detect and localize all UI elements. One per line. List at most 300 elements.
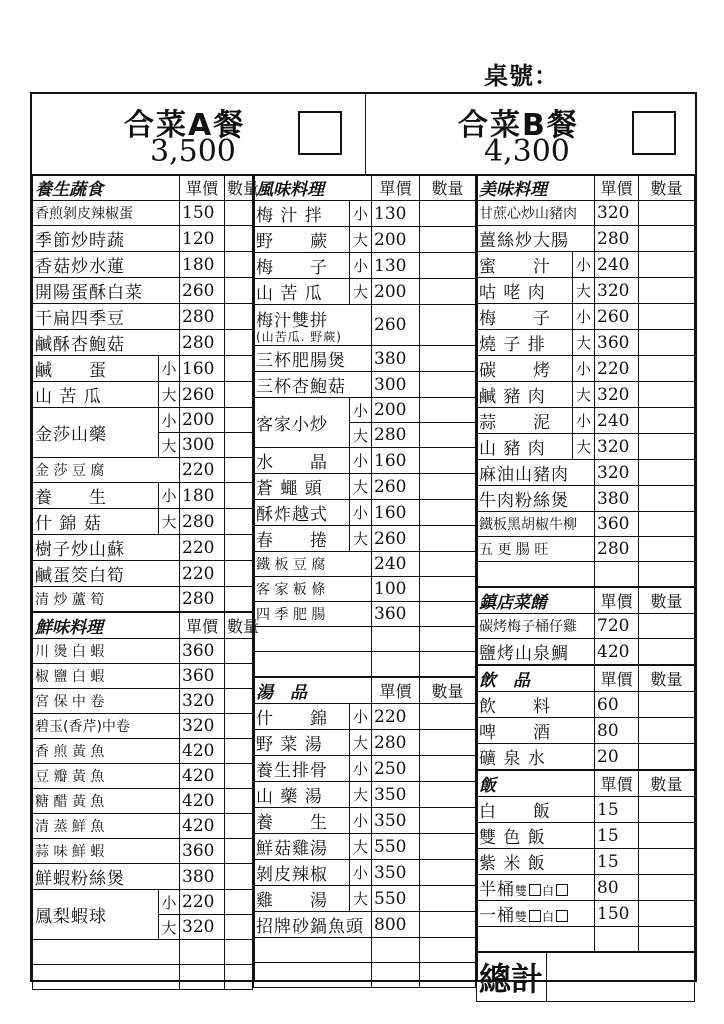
- menu-item-row: [477, 434, 695, 460]
- item-qty-cell[interactable]: [420, 782, 476, 808]
- item-name: 蒜 泥: [477, 408, 573, 434]
- item-qty-cell[interactable]: [225, 789, 253, 814]
- menu-item-row: [33, 587, 253, 612]
- item-price: 280: [595, 226, 639, 252]
- item-price: 360: [180, 839, 225, 864]
- total-label: 總計: [477, 953, 547, 1002]
- item-qty-cell[interactable]: [639, 512, 695, 537]
- item-qty-cell[interactable]: [639, 460, 695, 486]
- item-qty-cell[interactable]: [225, 764, 253, 789]
- item-price: 320: [595, 278, 639, 304]
- item-price: 150: [180, 201, 225, 226]
- item-qty-cell[interactable]: [225, 714, 253, 739]
- menu-item-row: [254, 398, 476, 423]
- item-price: 420: [180, 789, 225, 814]
- item-name: [477, 875, 595, 901]
- item-qty-cell[interactable]: [225, 689, 253, 714]
- item-size: 大: [350, 526, 372, 552]
- set-b-checkbox[interactable]: [632, 111, 676, 155]
- menu-item-row: [254, 474, 476, 500]
- item-qty-cell[interactable]: [225, 278, 253, 304]
- section-header-row: [33, 613, 253, 639]
- item-name: 鹽烤山泉鯛: [477, 639, 595, 665]
- item-qty-cell[interactable]: [420, 423, 476, 448]
- blank-cell: [595, 927, 639, 952]
- menu-item-row: [254, 346, 476, 372]
- item-price: 260: [180, 278, 225, 304]
- item-qty-cell[interactable]: [639, 304, 695, 330]
- item-name: 季節炒時蔬: [33, 226, 180, 252]
- menu-item-row: [477, 614, 695, 639]
- item-price: 200: [372, 398, 420, 423]
- menu-item-row: [477, 537, 695, 562]
- total-table: [476, 952, 695, 1002]
- option-checkbox[interactable]: [556, 910, 568, 922]
- menu-item-row: [254, 834, 476, 860]
- item-qty-cell[interactable]: [225, 356, 253, 382]
- item-qty-cell[interactable]: [639, 408, 695, 434]
- item-size: 小: [350, 704, 372, 730]
- item-name: 甘蔗心炒山豬肉: [477, 201, 595, 226]
- item-name: 鐵 板 豆 腐: [254, 552, 372, 577]
- item-price: 220: [180, 561, 225, 587]
- item-price: 60: [595, 692, 639, 718]
- item-size: 大: [573, 434, 595, 460]
- item-qty-cell[interactable]: [420, 305, 476, 346]
- menu-item-row: [254, 227, 476, 253]
- item-size: 小: [573, 304, 595, 330]
- menu-item-row: [254, 552, 476, 577]
- item-qty-cell[interactable]: [420, 500, 476, 526]
- menu-item-row: [477, 692, 695, 718]
- item-name: 鹹 蛋: [33, 356, 159, 382]
- item-name: 清 蒸 鮮 魚: [33, 814, 180, 839]
- item-price: 420: [180, 764, 225, 789]
- item-name: 養 生: [254, 808, 350, 834]
- menu-item-row: [33, 252, 253, 278]
- item-qty-cell[interactable]: [420, 552, 476, 577]
- set-a-checkbox[interactable]: [298, 111, 342, 155]
- menu-item-row: [33, 201, 253, 226]
- item-size: 小: [573, 252, 595, 278]
- item-qty-cell[interactable]: [639, 639, 695, 665]
- item-name: 蒼 蠅 頭: [254, 474, 350, 500]
- blank-cell[interactable]: [420, 963, 476, 988]
- item-name: 飲 料: [477, 692, 595, 718]
- menu-item-row: [33, 408, 253, 433]
- price-header: 單價: [372, 678, 420, 704]
- item-price: 320: [595, 460, 639, 486]
- option-checkbox[interactable]: [529, 884, 541, 896]
- item-price: 320: [595, 201, 639, 226]
- set-a-price: 3,500: [150, 134, 236, 169]
- item-qty-cell[interactable]: [225, 433, 253, 458]
- item-price: 280: [180, 509, 225, 535]
- blank-row: [33, 965, 253, 990]
- item-qty-cell[interactable]: [639, 382, 695, 408]
- menu-item-row: [254, 730, 476, 756]
- menu-item-row: [33, 382, 253, 408]
- item-price: 320: [595, 434, 639, 460]
- item-price: 380: [372, 346, 420, 372]
- item-size: 小: [350, 808, 372, 834]
- item-qty-cell[interactable]: [420, 756, 476, 782]
- item-qty-cell[interactable]: [225, 304, 253, 330]
- item-price: 15: [595, 849, 639, 875]
- item-size: 小: [350, 398, 372, 423]
- menu-item-row: [254, 577, 476, 602]
- section-header-row: [477, 666, 695, 692]
- option-label: 雙: [515, 884, 529, 898]
- menu-item-row: [477, 408, 695, 434]
- price-header: 單價: [372, 175, 420, 201]
- menu-item-row: [477, 901, 695, 927]
- item-name: 啤 酒: [477, 718, 595, 744]
- item-name: 雞 湯: [254, 886, 350, 912]
- item-price: 350: [372, 808, 420, 834]
- blank-cell[interactable]: [225, 940, 253, 965]
- item-qty-cell[interactable]: [225, 864, 253, 890]
- item-price: 160: [372, 500, 420, 526]
- column-middle: [253, 174, 478, 980]
- item-price: 280: [180, 330, 225, 356]
- item-price: 240: [595, 408, 639, 434]
- soup-table: [253, 677, 476, 988]
- item-name: 梅 子: [477, 304, 573, 330]
- section-title: 養生蔬食: [33, 175, 180, 201]
- menu-item-row: [477, 797, 695, 823]
- item-size: 大: [350, 474, 372, 500]
- menu-item-row: [477, 278, 695, 304]
- item-qty-cell[interactable]: [420, 912, 476, 938]
- item-name: 香煎剝皮辣椒蛋: [33, 201, 180, 226]
- blank-cell: [372, 652, 420, 677]
- option-label: 白: [542, 884, 556, 898]
- drinks-table: [476, 665, 695, 770]
- item-price: 280: [180, 587, 225, 612]
- item-qty-cell[interactable]: [639, 226, 695, 252]
- item-qty-cell[interactable]: [420, 372, 476, 398]
- item-price: 420: [180, 814, 225, 839]
- item-qty-cell[interactable]: [225, 226, 253, 252]
- item-price: 220: [372, 704, 420, 730]
- item-name: 香菇炒水蓮: [33, 252, 180, 278]
- blank-cell: [180, 940, 225, 965]
- item-qty-cell[interactable]: [420, 860, 476, 886]
- item-qty-cell[interactable]: [225, 201, 253, 226]
- item-name: 燒 子 排: [477, 330, 573, 356]
- blank-cell: [33, 940, 180, 965]
- item-qty-cell[interactable]: [639, 744, 695, 770]
- item-qty-cell[interactable]: [639, 356, 695, 382]
- blank-row: [33, 940, 253, 965]
- section-header-row: [254, 678, 476, 704]
- signature-table: [476, 587, 695, 665]
- item-qty-cell[interactable]: [420, 886, 476, 912]
- menu-item-row: [33, 764, 253, 789]
- item-price: 150: [595, 901, 639, 927]
- item-size: 大: [159, 433, 180, 458]
- item-qty-cell[interactable]: [420, 227, 476, 253]
- item-qty-cell[interactable]: [420, 201, 476, 227]
- item-qty-cell[interactable]: [225, 382, 253, 408]
- order-sheet: [30, 92, 697, 998]
- item-size: 大: [350, 730, 372, 756]
- item-qty-cell[interactable]: [225, 483, 253, 509]
- item-price: 300: [372, 372, 420, 398]
- item-qty-cell[interactable]: [225, 639, 253, 664]
- item-qty-cell[interactable]: [420, 398, 476, 423]
- item-qty-cell[interactable]: [639, 201, 695, 226]
- qty-header: 數量: [639, 175, 695, 201]
- item-name: 鳳梨蝦球: [33, 890, 159, 940]
- menu-item-row: [477, 226, 695, 252]
- blank-cell: [477, 927, 595, 952]
- item-qty-cell[interactable]: [420, 253, 476, 279]
- price-header: 單價: [595, 771, 639, 797]
- menu-item-row: [477, 382, 695, 408]
- menu-item-row: [33, 483, 253, 509]
- blank-cell: [254, 938, 372, 963]
- item-qty-cell[interactable]: [420, 448, 476, 474]
- item-qty-cell[interactable]: [639, 278, 695, 304]
- item-price: 320: [595, 382, 639, 408]
- blank-cell[interactable]: [639, 562, 695, 587]
- menu-item-row: [477, 486, 695, 512]
- menu-item-row: [33, 509, 253, 535]
- item-name: 客 家 粄 條: [254, 577, 372, 602]
- item-price: 220: [180, 458, 225, 483]
- item-qty-cell[interactable]: [225, 458, 253, 483]
- item-size: 大: [573, 278, 595, 304]
- item-qty-cell[interactable]: [639, 875, 695, 901]
- item-qty-cell[interactable]: [420, 730, 476, 756]
- item-qty-cell[interactable]: [225, 839, 253, 864]
- item-price: 420: [595, 639, 639, 665]
- item-name: 山 苦 瓜: [254, 279, 350, 305]
- blank-cell[interactable]: [639, 927, 695, 952]
- item-price: 420: [180, 739, 225, 764]
- item-price: 200: [180, 408, 225, 433]
- item-name: 香 煎 黃 魚: [33, 739, 180, 764]
- item-qty-cell[interactable]: [225, 890, 253, 915]
- item-qty-cell[interactable]: [225, 739, 253, 764]
- item-price: 350: [372, 782, 420, 808]
- item-name: 開陽蛋酥白菜: [33, 278, 180, 304]
- item-qty-cell[interactable]: [420, 346, 476, 372]
- blank-cell[interactable]: [420, 652, 476, 677]
- menu-item-row: [33, 890, 253, 915]
- item-size: 小: [159, 483, 180, 509]
- menu-item-row: [33, 864, 253, 890]
- item-qty-cell[interactable]: [639, 434, 695, 460]
- item-price: 130: [372, 253, 420, 279]
- item-qty-cell[interactable]: [639, 718, 695, 744]
- item-name: 牛肉粉絲煲: [477, 486, 595, 512]
- item-size: 大: [350, 886, 372, 912]
- item-qty-cell[interactable]: [639, 692, 695, 718]
- item-size: 小: [350, 860, 372, 886]
- menu-item-row: [477, 744, 695, 770]
- item-name: 鹹酥杏鮑菇: [33, 330, 180, 356]
- item-qty-cell[interactable]: [639, 537, 695, 562]
- item-qty-cell[interactable]: [225, 509, 253, 535]
- menu-item-row: [33, 739, 253, 764]
- item-qty-cell[interactable]: [639, 901, 695, 927]
- item-name: 三杯杏鮑菇: [254, 372, 372, 398]
- item-qty-cell[interactable]: [639, 849, 695, 875]
- qty-header: 數量: [225, 175, 253, 201]
- option-label: 雙: [515, 910, 529, 924]
- item-name: 咕 咾 肉: [477, 278, 573, 304]
- item-price: 100: [372, 577, 420, 602]
- item-qty-cell[interactable]: [225, 915, 253, 940]
- option-checkbox[interactable]: [529, 910, 541, 922]
- item-name: 四 季 肥 腸: [254, 602, 372, 627]
- item-qty-cell[interactable]: [420, 577, 476, 602]
- item-name: 水 晶: [254, 448, 350, 474]
- item-price: 380: [595, 486, 639, 512]
- item-price: 280: [180, 304, 225, 330]
- item-price: 220: [595, 356, 639, 382]
- seafood-table: [32, 612, 260, 990]
- item-price: 320: [180, 689, 225, 714]
- item-name: 碳烤梅子桶仔雞: [477, 614, 595, 639]
- item-name: 山 苦 瓜: [33, 382, 159, 408]
- set-menu-header: [32, 94, 695, 176]
- menu-item-row: [254, 704, 476, 730]
- item-qty-cell[interactable]: [225, 535, 253, 561]
- blank-cell[interactable]: [420, 938, 476, 963]
- menu-item-row: [33, 330, 253, 356]
- item-price: 320: [180, 915, 225, 940]
- item-size: 大: [573, 330, 595, 356]
- item-qty-cell[interactable]: [639, 252, 695, 278]
- item-price: 300: [180, 433, 225, 458]
- item-qty-cell[interactable]: [420, 808, 476, 834]
- item-name: 宮 保 中 卷: [33, 689, 180, 714]
- item-qty-cell[interactable]: [639, 797, 695, 823]
- menu-item-row: [254, 305, 476, 346]
- price-header: 單價: [180, 175, 225, 201]
- item-price: 200: [372, 227, 420, 253]
- set-a: [32, 94, 366, 174]
- item-qty-cell[interactable]: [420, 279, 476, 305]
- item-qty-cell[interactable]: [420, 474, 476, 500]
- item-price: 160: [372, 448, 420, 474]
- menu-item-row: [254, 756, 476, 782]
- item-qty-cell[interactable]: [639, 823, 695, 849]
- item-qty-cell[interactable]: [225, 330, 253, 356]
- item-name: [254, 305, 372, 346]
- item-price: 380: [180, 864, 225, 890]
- item-price: 240: [595, 252, 639, 278]
- item-price: 15: [595, 797, 639, 823]
- menu-item-row: [477, 201, 695, 226]
- item-qty-cell[interactable]: [420, 526, 476, 552]
- item-qty-cell[interactable]: [225, 252, 253, 278]
- item-name: 干扁四季豆: [33, 304, 180, 330]
- menu-item-row: [33, 789, 253, 814]
- item-qty-cell[interactable]: [225, 664, 253, 689]
- section-title: 鎮店菜餚: [477, 588, 595, 614]
- item-size: 大: [350, 834, 372, 860]
- menu-item-row: [254, 526, 476, 552]
- item-name: [477, 901, 595, 927]
- blank-cell[interactable]: [225, 965, 253, 990]
- item-qty-cell[interactable]: [225, 814, 253, 839]
- delicacy-table: [476, 174, 695, 587]
- price-header: 單價: [180, 613, 225, 639]
- item-qty-cell[interactable]: [420, 834, 476, 860]
- item-price: 550: [372, 886, 420, 912]
- item-qty-cell[interactable]: [639, 330, 695, 356]
- item-name-text: 梅汁雙拼: [256, 311, 328, 331]
- section-title: 湯 品: [254, 678, 372, 704]
- item-name: 薑絲炒大腸: [477, 226, 595, 252]
- item-size: 小: [573, 356, 595, 382]
- menu-item-row: [254, 860, 476, 886]
- section-header-row: [254, 175, 476, 201]
- table-number-label: 桌號：: [484, 62, 559, 90]
- section-title: 美味料理: [477, 175, 595, 201]
- item-price: 360: [372, 602, 420, 627]
- section-header-row: [477, 771, 695, 797]
- item-qty-cell[interactable]: [420, 704, 476, 730]
- qty-header: 數量: [420, 175, 476, 201]
- item-name: 樹子炒山蘇: [33, 535, 180, 561]
- item-price: 360: [180, 664, 225, 689]
- item-size: 小: [350, 500, 372, 526]
- item-qty-cell[interactable]: [639, 614, 695, 639]
- menu-item-row: [477, 718, 695, 744]
- blank-cell: [254, 652, 372, 677]
- item-qty-cell[interactable]: [420, 602, 476, 627]
- item-price: 220: [180, 535, 225, 561]
- rice-table: [476, 770, 695, 952]
- item-name: 養 生: [33, 483, 159, 509]
- item-name: 糖 醋 黃 魚: [33, 789, 180, 814]
- total-value-cell[interactable]: [547, 953, 695, 1002]
- item-name: 礦 泉 水: [477, 744, 595, 770]
- option-checkbox[interactable]: [556, 884, 568, 896]
- price-header: 單價: [595, 666, 639, 692]
- item-name: 蜜 汁: [477, 252, 573, 278]
- item-qty-cell[interactable]: [639, 486, 695, 512]
- item-name: 野 菜 湯: [254, 730, 350, 756]
- item-qty-cell[interactable]: [225, 408, 253, 433]
- item-price: 260: [595, 304, 639, 330]
- blank-row: [477, 927, 695, 952]
- item-price: 260: [372, 305, 420, 346]
- item-qty-cell[interactable]: [225, 561, 253, 587]
- menu-item-row: [477, 252, 695, 278]
- item-name: 碧玉(香芹)中卷: [33, 714, 180, 739]
- item-name: 野 蕨: [254, 227, 350, 253]
- item-name: 豆 瓣 黃 魚: [33, 764, 180, 789]
- item-name: 鮮蝦粉絲煲: [33, 864, 180, 890]
- item-price: 800: [372, 912, 420, 938]
- menu-item-row: [33, 689, 253, 714]
- item-name: 五 更 腸 旺: [477, 537, 595, 562]
- price-header: 單價: [595, 175, 639, 201]
- item-qty-cell[interactable]: [225, 587, 253, 612]
- blank-cell[interactable]: [420, 627, 476, 652]
- item-name: 鹹蛋筊白筍: [33, 561, 180, 587]
- section-header-row: [33, 175, 253, 201]
- item-name: 養生排骨: [254, 756, 350, 782]
- item-size: 大: [573, 382, 595, 408]
